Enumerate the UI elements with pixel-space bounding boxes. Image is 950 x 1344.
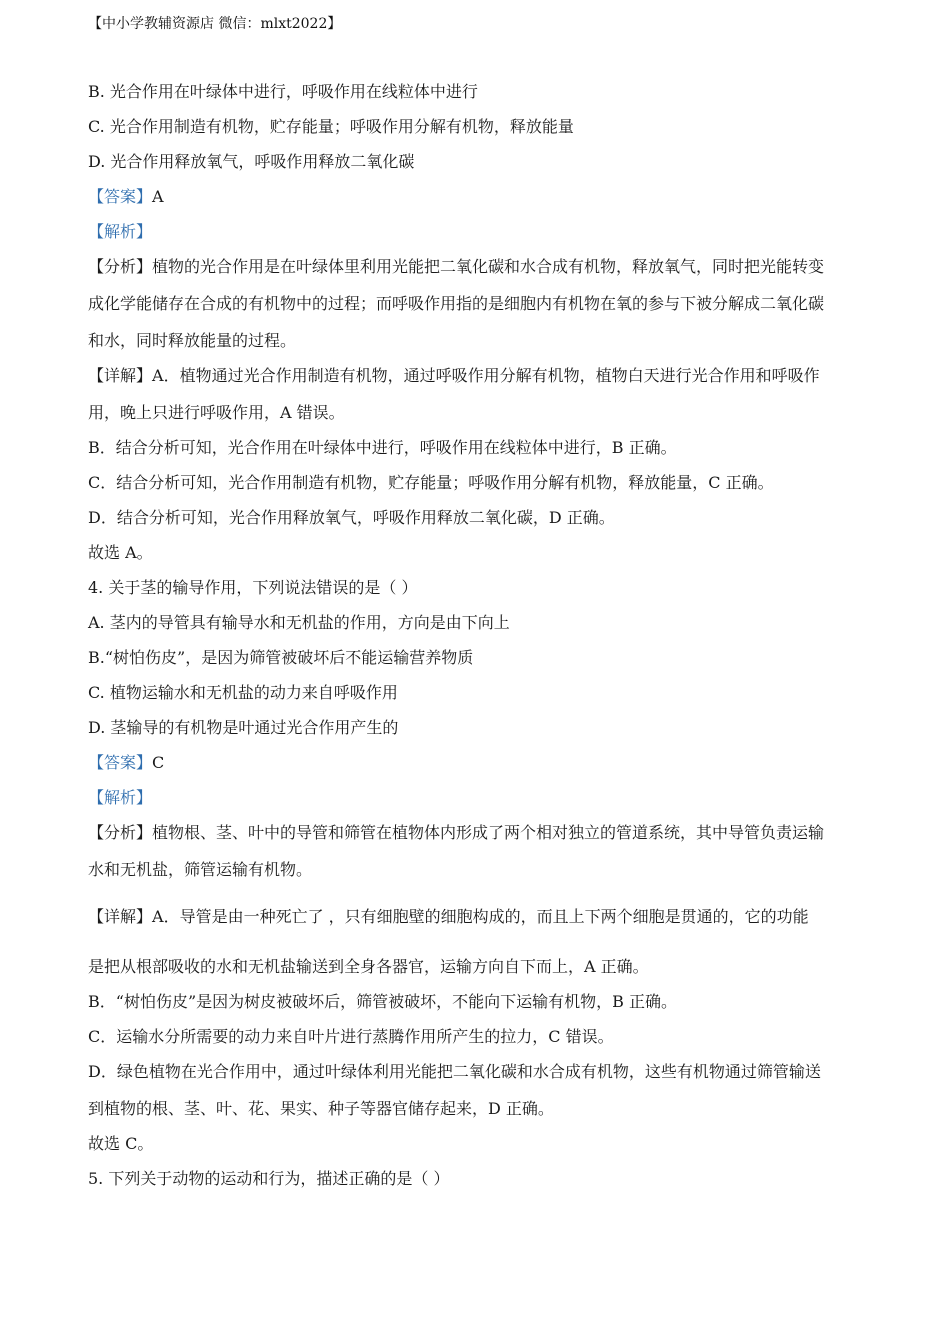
q4-xiangjie-d2: 到植物的根、茎、叶、花、果实、种子等器官储存起来，D 正确。 [88,1099,554,1118]
answer-tag: 【答案】 [88,753,153,772]
xiangjie-tag: 【详解】 [88,907,153,926]
q5-stem: 5. 下列关于动物的运动和行为，描述正确的是（ ） [88,1169,450,1188]
analysis-tag: 【解析】 [88,788,153,807]
q4-analysis-tag [88,788,152,808]
q3-option-d: D. 光合作用释放氧气，呼吸作用释放二氧化碳 [88,152,415,171]
q3-fenxi-text-1: 植物的光合作用是在叶绿体里利用光能把二氧化碳和水合成有机物，释放氧气，同时把光能转变 [152,257,825,276]
q3-option-b: B. 光合作用在叶绿体中进行，呼吸作用在线粒体中进行 [88,82,478,101]
q3-conclusion: 故选 A。 [88,543,153,562]
q3-analysis-tag [88,222,152,242]
q4-xiangjie-a2: 是把从根部吸收的水和无机盐输送到全身各器官，运输方向自下而上，A 正确。 [88,957,649,976]
q3-xiangjie-b: B．结合分析可知，光合作用在叶绿体中进行，呼吸作用在线粒体中进行，B 正确。 [88,438,677,457]
xiangjie-tag: 【详解】 [88,366,153,385]
q4-xiangjie-b: B．“树怕伤皮”是因为树皮被破坏后，筛管被破坏，不能向下运输有机物，B 正确。 [88,992,677,1011]
q3-xiangjie-line-1 [88,366,820,386]
q4-option-d: D. 茎输导的有机物是叶通过光合作用产生的 [88,718,399,737]
q4-option-c: C. 植物运输水和无机盐的动力来自呼吸作用 [88,683,398,702]
q4-answer-line [88,753,164,773]
q3-xiangjie-a1: A．植物通过光合作用制造有机物，通过呼吸作用分解有机物，植物白天进行光合作用和呼吸作 [152,366,820,385]
q3-xiangjie-c: C．结合分析可知，光合作用制造有机物，贮存能量；呼吸作用分解有机物，释放能量，C 正确。 [88,473,774,492]
answer-tag: 【答案】 [88,187,153,206]
q3-xiangjie-d: D．结合分析可知，光合作用释放氧气，呼吸作用释放二氧化碳，D 正确。 [88,508,615,527]
q4-xiangjie-line-1 [88,907,809,927]
q3-answer: A [152,187,164,206]
q3-xiangjie-a2: 用，晚上只进行呼吸作用，A 错误。 [88,403,345,422]
q4-answer: C [152,753,165,772]
q3-answer-line [88,187,164,207]
analysis-tag: 【解析】 [88,222,153,241]
page-header: 【中小学教辅资源店 微信：mlxt2022】 [88,16,342,32]
q4-fenxi-text-1: 植物根、茎、叶中的导管和筛管在植物体内形成了两个相对独立的管道系统，其中导管负责运输 [152,823,825,842]
q4-fenxi-line-1 [88,823,824,843]
q4-fenxi-line-2: 水和无机盐，筛管运输有机物。 [88,860,313,879]
q3-fenxi-line-1 [88,257,824,277]
fenxi-tag: 【分析】 [88,823,153,842]
q4-conclusion: 故选 C。 [88,1134,154,1153]
q4-xiangjie-c: C．运输水分所需要的动力来自叶片进行蒸腾作用所产生的拉力，C 错误。 [88,1027,614,1046]
q3-option-c: C. 光合作用制造有机物，贮存能量；呼吸作用分解有机物，释放能量 [88,117,574,136]
q4-xiangjie-d1: D．绿色植物在光合作用中，通过叶绿体利用光能把二氧化碳和水合成有机物，这些有机物通过筛管输送 [88,1062,821,1081]
q4-xiangjie-a1: A．导管是由一种死亡了 ，只有细胞壁的细胞构成的，而且上下两个细胞是贯通的，它的功能 [152,907,809,926]
q3-fenxi-line-3: 和水，同时释放能量的过程。 [88,331,297,350]
q3-fenxi-line-2: 成化学能储存在合成的有机物中的过程；而呼吸作用指的是细胞内有机物在氧的参与下被分解成二氧化碳 [88,294,825,313]
q4-option-a: A. 茎内的导管具有输导水和无机盐的作用，方向是由下向上 [88,613,510,632]
q4-option-b: B.“树怕伤皮”，是因为筛管被破坏后不能运输营养物质 [88,648,474,667]
q4-stem: 4. 关于茎的输导作用，下列说法错误的是（ ） [88,578,418,597]
fenxi-tag: 【分析】 [88,257,153,276]
